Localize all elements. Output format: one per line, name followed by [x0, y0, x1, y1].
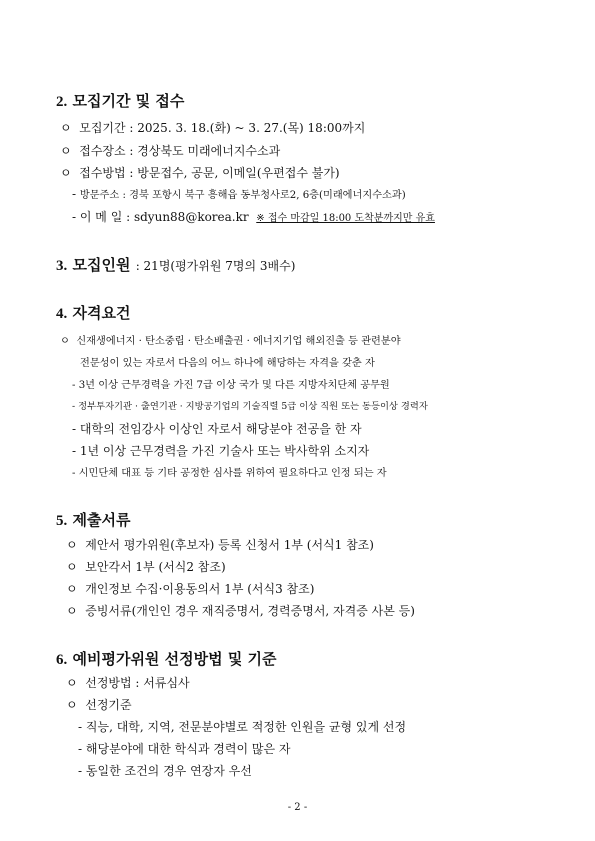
- dash: -: [72, 468, 76, 479]
- item-text: 증빙서류(개인인 경우 재직증명서, 경력증명서, 자격증 사본 등): [85, 604, 415, 618]
- sub-item: [72, 208, 435, 225]
- section-2-heading: [56, 90, 184, 111]
- bullet: ㅇ: [66, 676, 78, 690]
- list-item: [60, 164, 340, 181]
- bullet: ㅇ: [60, 336, 70, 347]
- sub-item: [72, 398, 428, 412]
- sub-item: [72, 376, 390, 391]
- list-item: [66, 674, 190, 691]
- dash: -: [78, 742, 83, 756]
- sub-item-text: 방문주소 : 경북 포항시 북구 흥해읍 동부청사로2, 6층(미래에너지수소과): [79, 190, 406, 201]
- section-number: 2.: [56, 94, 68, 110]
- item-text: 신재생에너지 · 탄소중립 · 탄소배출권 · 에너지기업 해외진출 등 관련분야: [76, 336, 401, 347]
- item-text: 개인정보 수집·이용동의서 1부 (서식3 참조): [85, 582, 315, 596]
- dash: -: [72, 210, 77, 224]
- page-number: - 2 -: [287, 802, 308, 813]
- section-5-heading: [56, 509, 130, 530]
- sub-item: [72, 186, 406, 201]
- list-item: [66, 580, 314, 597]
- dash: -: [72, 422, 77, 436]
- deadline-note: ※ 접수 마감일 18:00 도착분까지만 유효: [256, 213, 435, 224]
- dash: -: [72, 401, 76, 412]
- item-text: 제안서 평가위원(후보자) 등록 신청서 1부 (서식1 참조): [85, 538, 374, 552]
- section-title: 모집기간 및 접수: [72, 92, 185, 110]
- bullet: ㅇ: [66, 698, 78, 712]
- dash: -: [78, 720, 83, 734]
- item-text: 선정방법 : 서류심사: [85, 676, 190, 690]
- sub-item-text: 대학의 전임강사 이상인 자로서 해당분야 전공을 한 자: [79, 422, 362, 436]
- bullet: ㅇ: [60, 144, 72, 158]
- item-text: 선정기준: [85, 698, 132, 712]
- section-inline-text: : 21명(평가위원 7명의 3배수): [135, 259, 296, 273]
- sub-item-text: 직능, 대학, 지역, 전문분야별로 적정한 인원을 균형 있게 선정: [85, 720, 407, 734]
- dash: -: [72, 444, 77, 458]
- list-item: [66, 558, 226, 575]
- section-4-heading: [56, 302, 130, 323]
- item-text: 모집기간 : 2025. 3. 18.(화) ~ 3. 27.(목) 18:00까지: [79, 121, 366, 135]
- bullet: ㅇ: [66, 560, 78, 574]
- sub-item: [78, 718, 406, 735]
- section-title: 자격요건: [72, 304, 131, 322]
- sub-item-text: 해당분야에 대한 학식과 경력이 많은 자: [85, 742, 291, 756]
- sub-item: [72, 420, 362, 437]
- sub-item: [78, 740, 290, 757]
- section-number: 4.: [56, 306, 68, 322]
- list-item: [66, 602, 415, 619]
- dash: -: [72, 380, 76, 391]
- item-text: 접수방법 : 방문접수, 공문, 이메일(우편접수 불가): [79, 166, 340, 180]
- section-title: 제출서류: [72, 511, 131, 529]
- list-item: [66, 696, 132, 713]
- sub-item-text: 3년 이상 근무경력을 가진 7급 이상 국가 및 다른 지방자치단체 공무원: [78, 380, 390, 391]
- sub-item-text: 동일한 조건의 경우 연장자 우선: [85, 764, 252, 778]
- sub-item: [72, 442, 369, 459]
- section-number: 3.: [56, 258, 68, 274]
- dash: -: [78, 764, 83, 778]
- section-number: 5.: [56, 513, 68, 529]
- section-title: 예비평가위원 선정방법 및 기준: [72, 650, 277, 668]
- bullet: ㅇ: [60, 121, 72, 135]
- sub-item: [72, 464, 387, 479]
- list-item: [60, 142, 280, 159]
- list-item: [66, 536, 374, 553]
- list-item-continuation: 전문성이 있는 자로서 다음의 어느 하나에 해당하는 자격을 갖춘 자: [80, 358, 375, 369]
- list-item: [60, 332, 401, 347]
- section-title: 모집인원: [72, 256, 131, 274]
- section-6-heading: [56, 648, 277, 669]
- sub-item-text: 이 메 일 : sdyun88@korea.kr: [79, 210, 249, 224]
- sub-item-text: 1년 이상 근무경력을 가진 기술사 또는 박사학위 소지자: [79, 444, 370, 458]
- sub-item: [78, 762, 252, 779]
- section-number: 6.: [56, 652, 68, 668]
- bullet: ㅇ: [66, 538, 78, 552]
- section-3-heading: [56, 254, 295, 275]
- item-text: 접수장소 : 경상북도 미래에너지수소과: [79, 144, 281, 158]
- list-item: [60, 119, 365, 136]
- item-text: 보안각서 1부 (서식2 참조): [85, 560, 226, 574]
- sub-item-text: 정부투자기관 · 출연기관 · 지방공기업의 기술직렬 5급 이상 직원 또는 동등이상 경력자: [78, 401, 428, 412]
- bullet: ㅇ: [66, 582, 78, 596]
- bullet: ㅇ: [60, 166, 72, 180]
- dash: -: [72, 187, 77, 201]
- bullet: ㅇ: [66, 604, 78, 618]
- sub-item-text: 시민단체 대표 등 기타 공정한 심사를 위하여 필요하다고 인정 되는 자: [78, 468, 387, 479]
